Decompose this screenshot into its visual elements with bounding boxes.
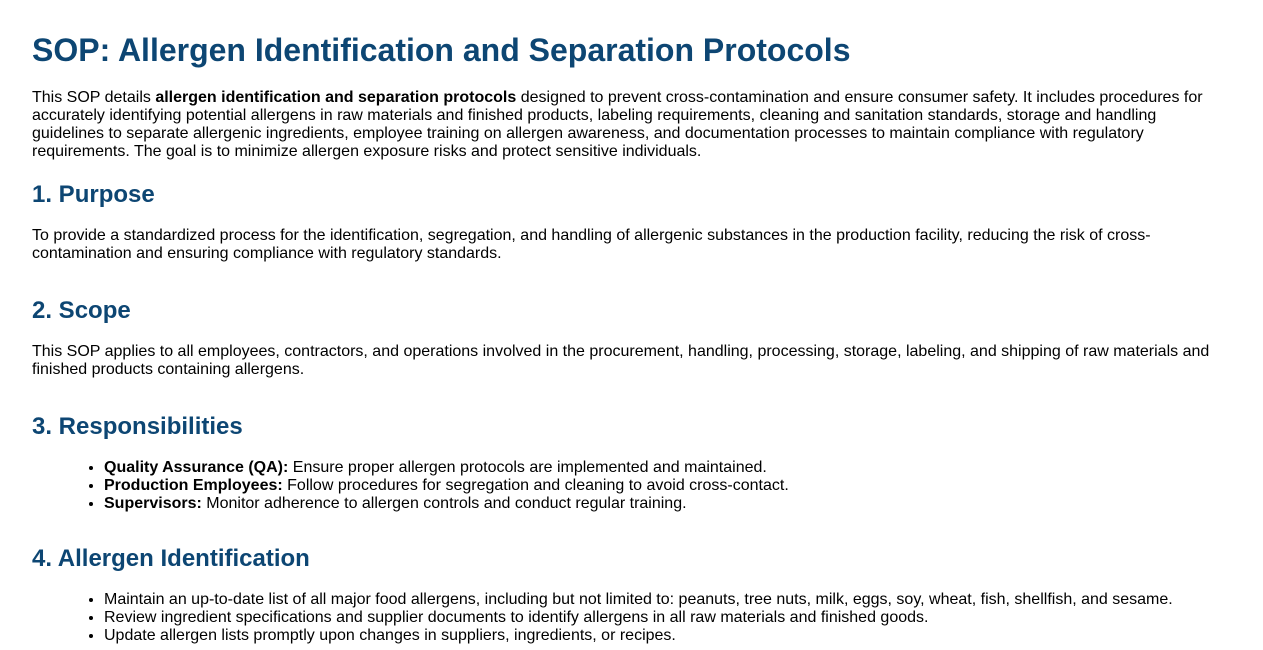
intro-suffix: designed to prevent cross-contamination and ensure consumer safety. It includes procedures for accurately identifying potential allergens in raw materials and finished products, labeling requirements, cleaning and sanitation standards, storage and handling guidelines to separate allergenic ingredients, employee training on allergen awareness, and documentation processes to maintain compliance with regulatory requirements. The goal is to minimize allergen exposure risks and protect sensitive individuals. — [32, 89, 1203, 160]
scope-paragraph: This SOP applies to all employees, contractors, and operations involved in the procurement, handling, processing, storage, labeling, and shipping of raw materials and finished products containing allergens. — [32, 343, 1210, 378]
list-item — [104, 495, 1231, 513]
page-title: SOP: Allergen Identification and Separation Protocols — [32, 32, 851, 68]
list-item — [104, 477, 1231, 495]
section-heading-responsibilities: 3. Responsibilities — [32, 413, 243, 440]
role-label: Production Employees: — [104, 477, 283, 494]
identification-list — [32, 591, 1231, 645]
intro-paragraph — [32, 89, 1231, 161]
role-description: Follow procedures for segregation and cleaning to avoid cross-contact. — [282, 477, 789, 494]
responsibilities-list — [32, 459, 1231, 513]
list-item: • Maintain an up-to-date list of all major food allergens, including but not limited to: peanuts, tree nuts, milk, eggs, soy, wheat, fish, shellfish, and sesame. — [104, 591, 1231, 609]
purpose-paragraph: To provide a standardized process for the identification, segregation, and handling of allergenic substances in the production facility, reducing the risk of cross-contamination and ensuring compliance with regulatory standards. — [32, 227, 1151, 262]
role-label: Supervisors: — [104, 495, 202, 512]
list-item — [104, 459, 1231, 477]
list-item: • Update allergen lists promptly upon changes in suppliers, ingredients, or recipes. — [104, 627, 1231, 645]
section-heading-identification: 4. Allergen Identification — [32, 545, 310, 572]
intro-bold: allergen identification and separation protocols — [155, 89, 517, 106]
section-heading-purpose: 1. Purpose — [32, 181, 155, 208]
role-description: Monitor adherence to allergen controls and conduct regular training. — [201, 495, 687, 512]
intro-prefix: This SOP details — [32, 89, 156, 106]
role-label: Quality Assurance (QA): — [104, 459, 289, 476]
section-heading-scope: 2. Scope — [32, 297, 131, 324]
role-description: Ensure proper allergen protocols are implemented and maintained. — [288, 459, 767, 476]
list-item: • Review ingredient specifications and supplier documents to identify allergens in all raw materials and finished goods. — [104, 609, 1231, 627]
